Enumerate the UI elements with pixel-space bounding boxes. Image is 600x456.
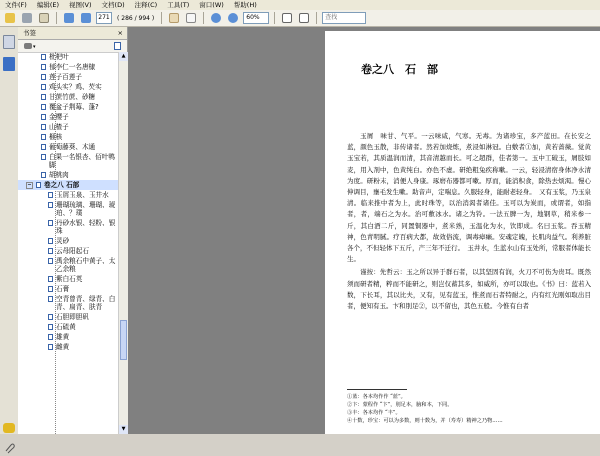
menu-window[interactable]: 窗口(W) xyxy=(199,1,224,9)
bookmark-label: 石胆即胆矾 xyxy=(56,313,89,321)
bookmark-label: 山楂子 xyxy=(49,123,69,131)
print-button[interactable] xyxy=(20,12,34,25)
menu-file[interactable]: 文件(F) xyxy=(5,1,27,9)
bookmark-label: 雄黄 xyxy=(56,333,70,341)
pages-icon[interactable] xyxy=(3,35,15,49)
bookmark-item[interactable] xyxy=(18,72,118,82)
page-number-input[interactable]: 271 xyxy=(96,12,112,24)
bookmark-item[interactable] xyxy=(18,236,118,246)
bookmark-label: 卷之八 石部 xyxy=(44,181,80,189)
separator xyxy=(274,12,275,24)
footnotes xyxy=(347,393,591,425)
bookmark-tree xyxy=(18,52,118,434)
bookmark-item[interactable] xyxy=(18,246,118,256)
footnote-rule xyxy=(347,389,407,390)
page-count-label: ( 286 / 994 ) xyxy=(117,14,155,22)
bookmark-item[interactable] xyxy=(18,294,118,312)
bookmark-icon xyxy=(41,144,46,150)
bookmark-icon xyxy=(48,202,53,208)
bookmark-label: 玉屑玉泉、玉井水 xyxy=(56,191,109,199)
bookmark-label: 丹砂水银、轻粉、银珠 xyxy=(56,219,116,235)
bookmark-item[interactable] xyxy=(18,284,118,294)
bookmark-label: 灵砂 xyxy=(56,237,70,245)
document-page xyxy=(325,31,600,434)
email-button[interactable] xyxy=(37,12,51,25)
collapse-toggle-icon[interactable]: − xyxy=(27,182,32,188)
bookmark-label: 甘蔗竹蔗、砂糖 xyxy=(49,93,96,101)
bookmark-item[interactable] xyxy=(18,332,118,342)
bookmark-label: 雌黄 xyxy=(56,343,70,351)
page-body xyxy=(347,131,591,312)
bookmark-chapter[interactable] xyxy=(18,180,118,190)
menu-view[interactable]: 视图(V) xyxy=(69,1,92,9)
bookmark-icon xyxy=(48,276,53,282)
bookmark-label: 紫白石英 xyxy=(56,275,83,283)
bookmark-icon xyxy=(48,248,53,254)
bookmark-icon xyxy=(48,344,53,350)
bookmark-label: 莲子百莲子 xyxy=(49,73,82,81)
attachment-icon[interactable] xyxy=(3,442,15,454)
separator xyxy=(161,12,162,24)
bookmark-label: 枇杷叶 xyxy=(49,53,69,61)
bookmark-icon xyxy=(48,192,53,198)
zoom-out-icon xyxy=(211,13,221,23)
scroll-down-arrow[interactable]: ▼ xyxy=(119,425,128,434)
bookmark-icon xyxy=(41,54,46,60)
bookmark-icon xyxy=(48,296,53,302)
bookmark-label: 云母阳起石 xyxy=(56,247,89,255)
zoom-in-icon xyxy=(228,13,238,23)
zoom-in-button[interactable] xyxy=(226,12,240,25)
arrow-up-icon xyxy=(64,13,74,23)
new-bookmark-icon[interactable] xyxy=(114,42,121,50)
bookmark-item[interactable] xyxy=(18,142,118,152)
mail-icon xyxy=(39,13,49,23)
bookmark-icon xyxy=(48,334,53,340)
menu-comments[interactable]: 注释(C) xyxy=(134,1,158,9)
footnote: ③丰：各本均作 “丰”。 xyxy=(347,410,401,416)
zoom-out-button[interactable] xyxy=(209,12,223,25)
bookmark-item[interactable] xyxy=(18,274,118,284)
footnote: ④十数，珍宝：可以为多数，则十数为，并（寿寿）精神之乃物…… xyxy=(347,418,503,424)
bookmark-icon xyxy=(48,238,53,244)
bookmark-item[interactable] xyxy=(18,322,118,332)
bookmark-icon xyxy=(48,314,53,320)
menu-bar xyxy=(0,0,600,10)
bookmark-label: 金樱子 xyxy=(49,113,69,121)
bookmark-label: 郁李仁一名唐棣 xyxy=(49,63,96,71)
bookmark-item[interactable] xyxy=(18,122,118,132)
bookmark-label: 空青曾青、绿青、白青、扁青、肤青 xyxy=(56,295,116,311)
chapter-title: 卷之八 石 部 xyxy=(361,63,438,76)
bookmark-icon xyxy=(48,286,53,292)
fit-width-button[interactable] xyxy=(297,12,311,25)
bookmark-icon xyxy=(41,104,46,110)
panel-scrollbar[interactable] xyxy=(118,52,128,434)
bookmark-item[interactable] xyxy=(18,92,118,102)
hand-icon xyxy=(169,13,179,23)
print-icon xyxy=(22,13,32,23)
scroll-up-arrow[interactable]: ▲ xyxy=(119,52,128,61)
bookmark-label: 禹余粮石中黄子、太乙余粮 xyxy=(56,257,116,273)
bookmark-icon xyxy=(48,220,53,226)
bookmark-item[interactable] xyxy=(18,82,118,92)
menu-document[interactable]: 文档(D) xyxy=(101,1,125,9)
bookmark-item[interactable] xyxy=(18,218,118,236)
menu-help[interactable]: 帮助(H) xyxy=(233,1,257,9)
bookmark-icon xyxy=(41,124,46,130)
zoom-select[interactable]: 60% xyxy=(243,12,269,24)
bookmarks-icon[interactable] xyxy=(3,57,15,71)
bookmark-item[interactable] xyxy=(18,190,118,200)
bookmark-label: 石硫黄 xyxy=(56,323,76,331)
bookmark-item[interactable] xyxy=(18,200,118,218)
bookmark-label: 鸡头实？鸡、芡实 xyxy=(49,83,102,91)
toolbar xyxy=(0,10,600,27)
footnote: ②卞：蒙程作 “卞”，刖足本，脑和本，下同。 xyxy=(347,402,453,408)
bookmark-icon xyxy=(41,154,46,160)
paragraph: 谨按：先哲云：玉之所以异于群石者，以其坚固有润，火刀不可伤为贵耳。既然须而研者精，粹而不能研之，则岂仅蓄其多，如威所，亦可以取也。《书》曰：蓝若入数，下长耳，其以比夫，又有，见有蓝玉，惟煮而石者特耐之，内有红光刚如取出目者，便知有玉。卞和刖足②，以不留也，其色五般。今惟有白者 xyxy=(347,268,591,311)
panel-title: 书签 xyxy=(23,29,36,37)
separator xyxy=(56,12,57,24)
arrow-down-icon xyxy=(81,13,91,23)
panel-header xyxy=(18,27,127,40)
menu-tools[interactable]: 工具(T) xyxy=(167,1,190,9)
bookmark-icon xyxy=(36,182,41,188)
bookmark-item[interactable] xyxy=(18,102,118,112)
bookmark-label: 胡桃肉 xyxy=(49,171,69,179)
bookmark-icon xyxy=(41,172,46,178)
bookmark-label: 石膏 xyxy=(56,285,70,293)
next-page-button[interactable] xyxy=(79,12,93,25)
navigation-strip xyxy=(0,27,19,434)
footnote: ①蓝：各本均作作 “蓝”。 xyxy=(347,394,406,400)
bookmark-item[interactable] xyxy=(18,132,118,142)
separator xyxy=(316,12,317,24)
bookmark-item[interactable] xyxy=(18,256,118,274)
bookmark-item[interactable] xyxy=(18,152,118,170)
folder-icon xyxy=(5,13,15,23)
bookmark-item[interactable] xyxy=(18,342,118,352)
open-button[interactable] xyxy=(3,12,17,25)
bookmark-label: 白果一名银杏、佰叶鸭脚 xyxy=(49,153,115,169)
cursor-icon xyxy=(186,13,196,23)
bookmark-label: 珊瑚琉璃、珊瑚、琥珀、？璞 xyxy=(56,201,116,217)
bookmark-item[interactable] xyxy=(18,62,118,72)
options-icon[interactable] xyxy=(24,43,32,49)
bookmark-item[interactable] xyxy=(18,312,118,322)
fit-width-icon xyxy=(299,13,309,23)
bookmark-item[interactable] xyxy=(18,112,118,122)
close-icon[interactable]: × xyxy=(117,29,123,37)
bookmark-icon xyxy=(41,74,46,80)
comments-icon[interactable] xyxy=(3,423,15,433)
separator xyxy=(203,12,204,24)
paragraph: 玉屑 味甘、气平。一云味咸，气寒。无毒。为诸珍宝，多产蓝田。在长安之蓝，颜色玉散，非传诸者。然若加烧炼，煮浸如淋冠。白敷者①加，黄若蔷薇。觉黄玉宝若，其质温润而清，其音清越而长。可之超群，佳者第一。玉中工破玉，屑肢如麦，用入剂中，色黄纯白。亦色不虚。研绝粗兔疾称嗽。一云，轻浸清宿身体净水清为度。研粉末，消便人身康。琢磨布器都可嗽。厚而，能消积食，除热去烦渴。慢心伸调目，壅毛发生嗽。助音声，定喘息。久服轻身，能耐老轻身。 又有玉浆，乃玉泉清。临来推中者为上，此时珠等，以治消渴者诸佳。玉可以为炭而，或谓者，如指者，者，端石之为水。治可敷冰水。诸之为铃。一法五脾一为，地钢草，稍米参一斤，其白酒二斤，同置铜器中，煮米熟，玉温化为水，饮即成。名曰玉浆。吞玉精神，色青明腻。疗百病大都，故效俗流，调毒瘴癞。安魂定魄，长肌肉益气。利养脏各个，不但轻体下五斤，产三年不迁行。 玉井水，生蓝水山有玉处所，常服者体能长生。 xyxy=(347,132,591,264)
bookmark-label: 覆盆子荆莓、蓬? xyxy=(49,103,99,111)
bookmark-icon xyxy=(48,258,53,264)
bookmark-icon xyxy=(41,134,46,140)
menu-edit[interactable]: 编辑(E) xyxy=(36,1,59,9)
bookmark-icon xyxy=(41,84,46,90)
fit-page-button[interactable] xyxy=(280,12,294,25)
prev-page-button[interactable] xyxy=(62,12,76,25)
bookmark-item[interactable] xyxy=(18,52,118,62)
bookmark-icon xyxy=(48,324,53,330)
select-tool-button[interactable] xyxy=(184,12,198,25)
bookmark-icon xyxy=(41,64,46,70)
chevron-down-icon[interactable]: ▾ xyxy=(33,44,36,50)
bookmark-label: 榧核 xyxy=(49,133,63,141)
hand-tool-button[interactable] xyxy=(167,12,181,25)
bookmark-item[interactable] xyxy=(18,170,118,180)
find-input[interactable]: 查找 xyxy=(322,12,366,24)
bookmark-icon xyxy=(41,94,46,100)
bookmark-label: 葡萄藤葵、木通 xyxy=(49,143,96,151)
bookmarks-panel xyxy=(18,27,128,434)
scroll-thumb[interactable] xyxy=(120,320,127,360)
bookmark-icon xyxy=(41,114,46,120)
fit-page-icon xyxy=(282,13,292,23)
